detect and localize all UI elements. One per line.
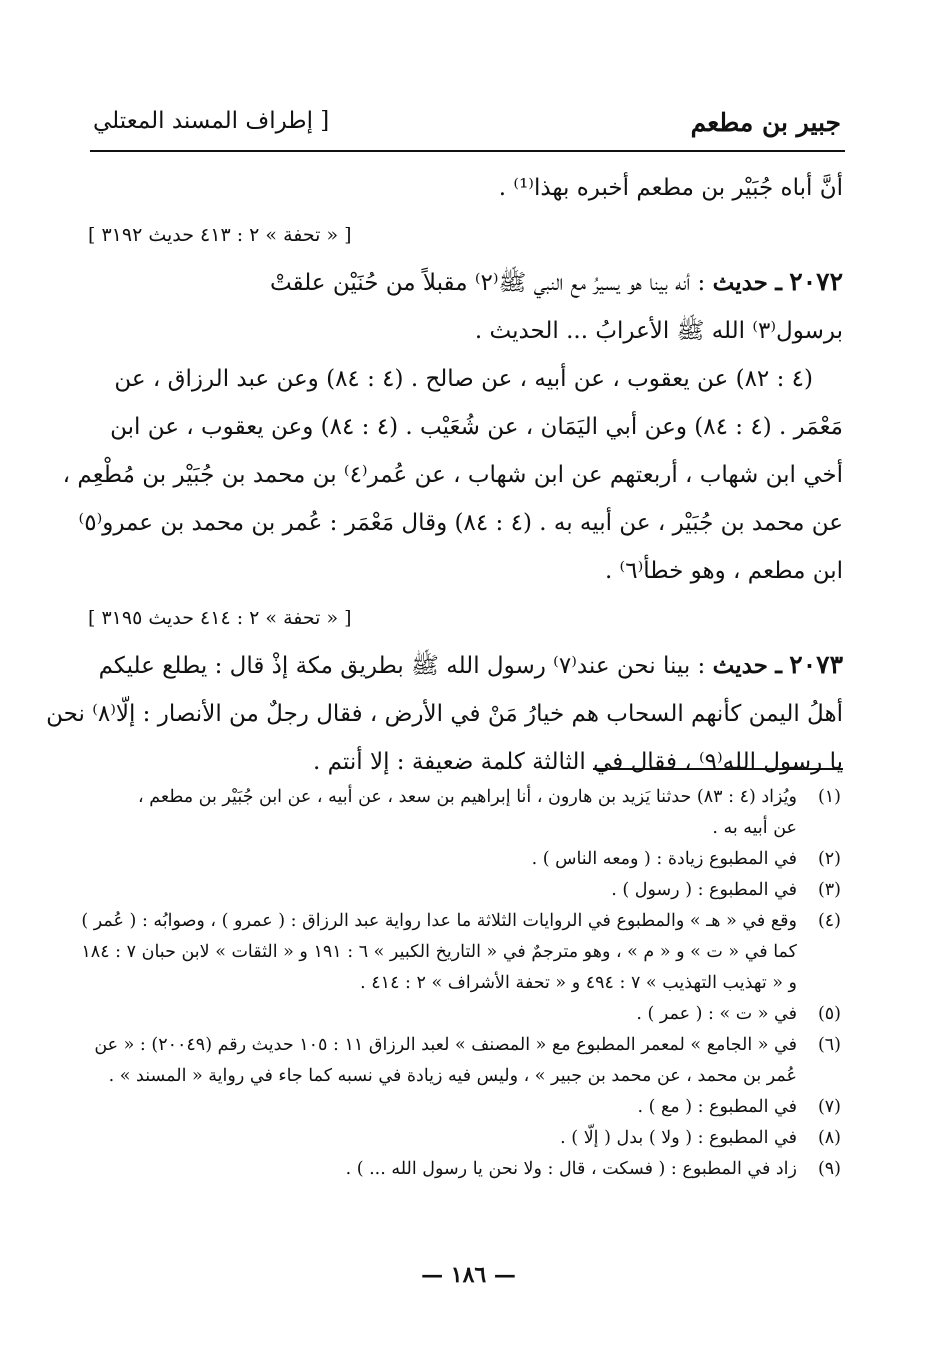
footnote-text: في « ت » : ( عمر ) . (636, 1004, 797, 1024)
footnote-number: (٦) (817, 1035, 841, 1055)
tuhfa-reference (88, 212, 843, 258)
footnote-text: زاد في المطبوع : ( فسكت ، قال : ولا نحن يا رسول الله ... ) . (345, 1159, 797, 1179)
footnote (86, 999, 841, 1030)
hadith-dash: ـ (775, 269, 782, 296)
footnote-text: ويُزاد (٤ : ٨٣) حدثنا يَزيد بن هارون ، أنا إبراهيم بن سعد ، عن أبيه ، عن ابن جُبَيْر بن مطعم ، (138, 787, 797, 807)
hadith-dash: ـ (775, 652, 782, 679)
footnote (86, 1092, 841, 1123)
hadith-text: : بينا نحن عند⁽٧⁾ رسول الله ﷺ بطريق مكة إذْ قال : يطلع عليكم (98, 653, 706, 679)
footnote-number: (٧) (817, 1097, 841, 1117)
footnote-text: في المطبوع زيادة : ( ومعه الناس ) . (531, 849, 797, 869)
hadith-keyword: حديث (712, 269, 768, 296)
isnad-line: عن محمد بن جُبَيْر ، عن أبيه به . (٤ : ٨٤) وقال مَعْمَر : عُمر بن محمد بن عمرو⁽٥⁾ (78, 510, 843, 536)
footnote (86, 1154, 841, 1185)
footnotes (81, 782, 841, 1185)
footnote-text: كما في « ت » و « م » ، وهو مترجمٌ في « التاريخ الكبير » ٦ : ١٩١ و « الثقات » لابن حبان ٧ : ١٨٤ (81, 942, 797, 962)
footnote (86, 782, 841, 844)
footnote-number: (٨) (817, 1128, 841, 1148)
footnote-text: وقع في « هـ » والمطبوع في الروايات الثلاثة ما عدا رواية عبد الرزاق : ( عمرو ) ، وصوابُه : ( عُمر ) (81, 911, 797, 931)
footnote-number: (٩) (817, 1159, 841, 1179)
footnote (81, 906, 841, 999)
main-text (46, 164, 843, 786)
tuhfa-reference-text: [ « تحفة » ٢ : ٤١٣ حديث ٣١٩٢ ] (88, 224, 352, 246)
opening-line: أنَّ أباه جُبَيْر بن مطعم أخبره بهذا⁽¹⁾ . (498, 175, 843, 201)
footnote-text: عُمر بن محمد ، عن محمد بن جبير » ، وليس فيه زيادة في نسبه كما جاء في رواية « المسند » . (108, 1066, 797, 1086)
footnote (86, 875, 841, 906)
isnad-line: أخي ابن شهاب ، أربعتهم عن ابن شهاب ، عن عُمر⁽٤⁾ بن محمد بن جُبَيْر بن مُطْعِم ، (62, 462, 843, 488)
running-header-chapter: جبير بن مطعم (690, 108, 841, 137)
hadith-number: ٢٠٧٣ (789, 650, 843, 679)
isnad-line: ابن مطعم ، وهو خطأ⁽٦⁾ . (604, 558, 843, 584)
hadith-2072-line-2: برسول⁽٣⁾ الله ﷺ الأعرابُ ... الحديث . (474, 318, 843, 344)
hadith-2073-line-2: أهلُ اليمن كأنهم السحاب هم خيارُ مَنْ في الأرض ، فقال رجلٌ من الأنصار : إلّا⁽٨⁾ نحن (46, 701, 843, 727)
page-number: — ١٨٦ — (421, 1262, 516, 1288)
footnote-text: و « تهذيب التهذيب » ٧ : ٤٩٤ و « تحفة الأشراف » ٢ : ٤١٤ . (360, 973, 797, 993)
footnote-text: عن أبيه به . (712, 818, 797, 838)
footnote-number: (٢) (817, 849, 841, 869)
hadith-2072-line-1 (88, 258, 843, 307)
isnad-line: مَعْمَر . (٤ : ٨٤) وعن أبي اليَمَان ، عن شُعَيْب . (٤ : ٨٤) وعن يعقوب ، عن ابن (110, 414, 843, 440)
footnote (86, 1030, 841, 1092)
hadith-2073-line-3: يا رسول الله⁽٩⁾ ، فقال في الثالثة كلمة ضعيفة : إلا أنتم . (312, 749, 843, 775)
tuhfa-reference (88, 595, 843, 641)
footnote (86, 844, 841, 875)
footnote-text: في المطبوع : ( رسول ) . (611, 880, 797, 900)
footnote (86, 1123, 841, 1154)
footnote-text: في المطبوع : ( ولا ) بدل ( إلّا ) . (560, 1128, 797, 1148)
footnote-text: في المطبوع : ( مع ) . (637, 1097, 797, 1117)
hadith-number: ٢٠٧٢ (789, 267, 843, 296)
hadith-text: : أنه بينا هو يسيرُ مع النبي ﷺ⁽٢⁾ مقبلاً من حُنَيْن علقتْ (269, 270, 706, 296)
footnote-divider (593, 768, 843, 770)
footnote-number: (٣) (817, 880, 841, 900)
footnote-number: (٤) (817, 911, 841, 931)
hadith-keyword: حديث (712, 652, 768, 679)
running-header-book: [ إطراف المسند المعتلي (93, 108, 330, 134)
footnote-number: (١) (817, 787, 841, 807)
footnote-text: في « الجامع » لمعمر المطبوع مع « المصنف » لعبد الرزاق ١١ : ١٠٥ حديث رقم (٢٠٠٤٩) : « عن (94, 1035, 797, 1055)
header-divider (90, 150, 845, 152)
tuhfa-reference-text: [ « تحفة » ٢ : ٤١٤ حديث ٣١٩٥ ] (88, 607, 352, 629)
footnote-number: (٥) (817, 1004, 841, 1024)
isnad-line: (٤ : ٨٢) عن يعقوب ، عن أبيه ، عن صالح . (٤ : ٨٤) وعن عبد الرزاق ، عن (114, 366, 813, 392)
hadith-2073-line-1 (88, 641, 843, 690)
